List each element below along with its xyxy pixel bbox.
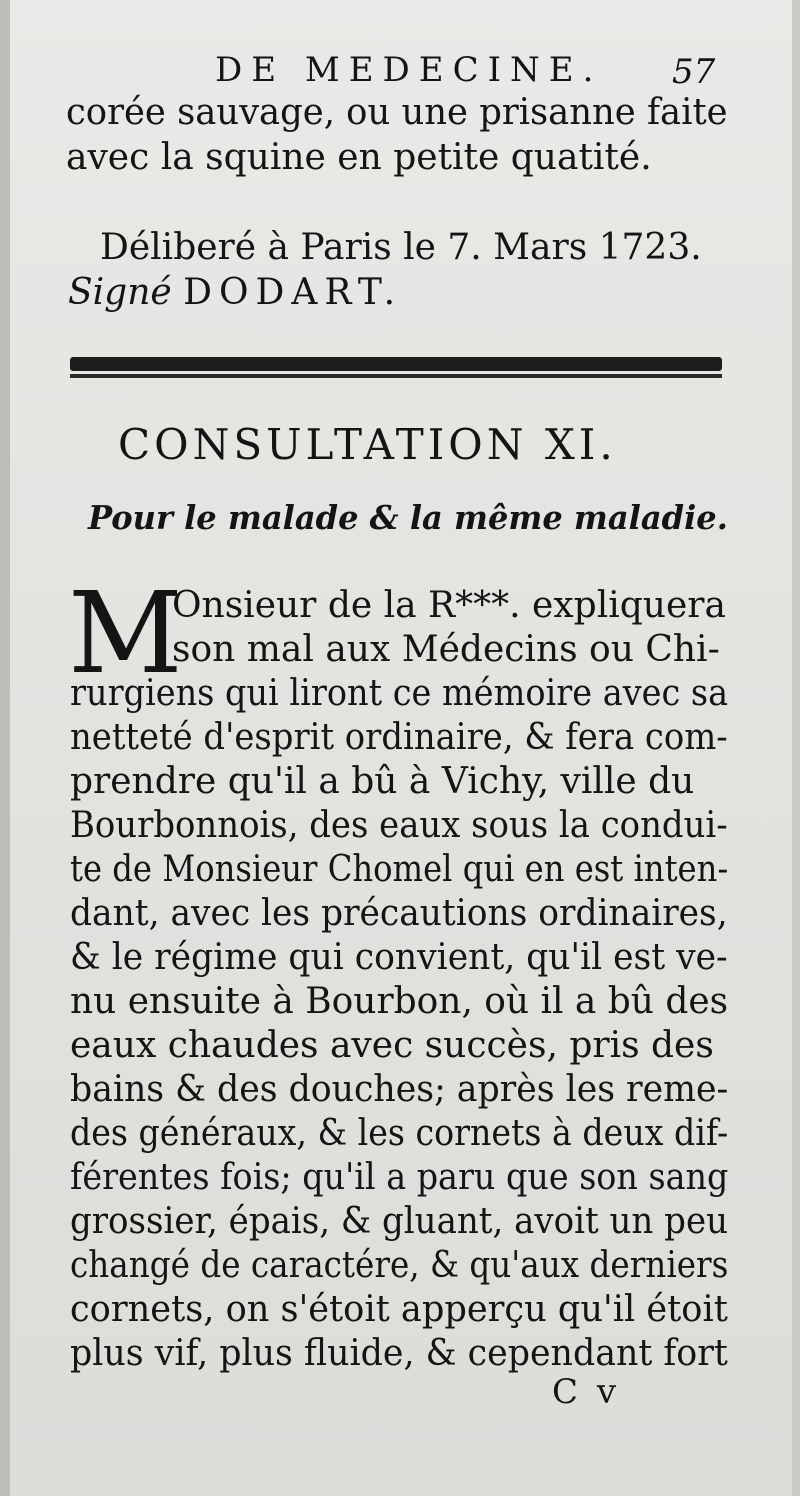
continuation-line: corée sauvage, ou une prisanne faite — [66, 92, 728, 133]
drop-cap: M — [68, 569, 183, 699]
body-line: eaux chaudes avec succès, pris des — [70, 1025, 714, 1066]
body-line: te de Monsieur Chomel qui en est inten- — [70, 849, 729, 890]
body-line: grossier, épais, & gluant, avoit un peu — [70, 1201, 729, 1242]
consultation-subtitle: Pour le malade & la même maladie. — [88, 498, 728, 537]
body-line: netteté d'esprit ordinaire, & fera com- — [70, 717, 728, 758]
running-head: DE MEDECINE. — [215, 50, 603, 90]
body-line: & le régime qui convient, qu'il est ve- — [70, 937, 728, 978]
consultation-title: CONSULTATION XI. — [118, 420, 617, 469]
ornamental-rule-underline — [70, 374, 722, 378]
body-line: prendre qu'il a bû à Vichy, ville du — [70, 761, 695, 802]
body-line: rurgiens qui liront ce mémoire avec sa — [70, 673, 729, 714]
signed-label: Signé — [68, 272, 172, 313]
page-number: 57 — [672, 52, 716, 92]
signer-name: DODART. — [183, 272, 403, 313]
body-line: Bourbonnois, des eaux sous la condui- — [70, 805, 728, 846]
body-line: bains & des douches; après les reme- — [70, 1069, 729, 1110]
body-line: plus vif, plus fluide, & cependant fort — [70, 1333, 728, 1374]
body-line: nu ensuite à Bourbon, où il a bû des — [70, 981, 729, 1022]
body-line: férentes fois; qu'il a paru que son sang — [70, 1157, 729, 1198]
page-gutter-shadow — [0, 0, 10, 1496]
signature-line — [68, 272, 403, 313]
continuation-line: avec la squine en petite quatité. — [66, 137, 652, 178]
body-line: des généraux, & les cornets à deux dif- — [70, 1113, 729, 1154]
body-line: cornets, on s'étoit apperçu qu'il étoit — [70, 1289, 728, 1330]
deliberation-line: Déliberé à Paris le 7. Mars 1723. — [100, 227, 702, 268]
ornamental-rule — [70, 357, 722, 371]
body-line: Onsieur de la R***. expliquera — [172, 585, 726, 626]
body-line: changé de caractére, & qu'aux derniers — [70, 1245, 729, 1286]
body-line: son mal aux Médecins ou Chi- — [172, 629, 720, 670]
signature-mark: C v — [552, 1372, 621, 1412]
body-line: dant, avec les précautions ordinaires, — [70, 893, 728, 934]
page-edge — [792, 0, 800, 1496]
